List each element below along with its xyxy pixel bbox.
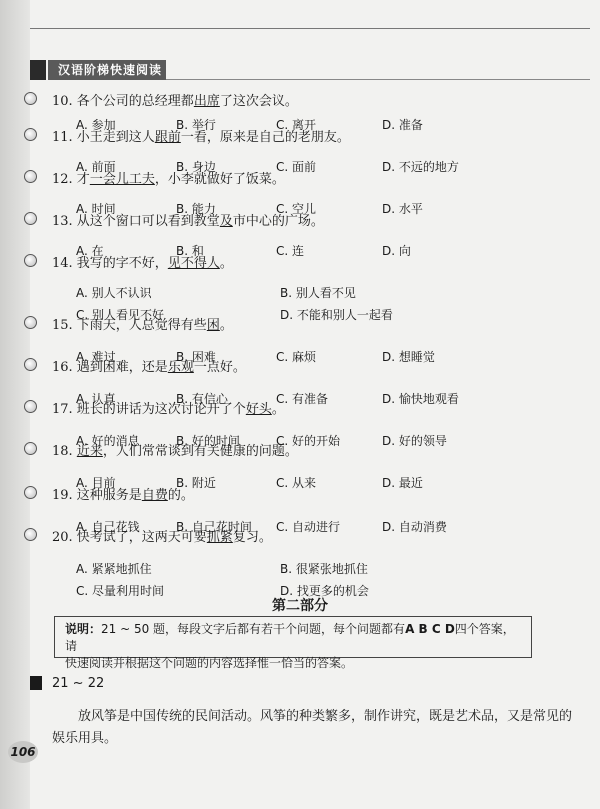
answer-option[interactable]: B. 举行: [176, 118, 216, 132]
stem-text: 18.: [52, 444, 77, 459]
answer-option[interactable]: A. 目前: [76, 476, 116, 490]
instructions-line1-post: 四个答案，请: [65, 622, 515, 653]
binder-hole: [24, 486, 37, 499]
question-stem: [52, 210, 324, 229]
answer-option[interactable]: C. 连: [276, 244, 305, 258]
answer-option[interactable]: B. 有信心: [176, 392, 228, 406]
answer-option[interactable]: B. 附近: [176, 476, 216, 490]
stem-text: 15. 下雨天，人总觉得有些: [52, 318, 207, 333]
binder-hole: [24, 254, 37, 267]
binder-hole: [24, 170, 37, 183]
answer-option[interactable]: A. 时间: [76, 202, 116, 216]
answer-option[interactable]: A. 前面: [76, 160, 116, 174]
question-stem: [52, 126, 350, 145]
answer-option[interactable]: D. 准备: [382, 118, 423, 132]
answer-option[interactable]: D. 向: [382, 244, 411, 258]
binder-hole: [24, 358, 37, 371]
section-title: 第二部分: [272, 598, 328, 614]
binder-hole: [24, 316, 37, 329]
answer-option[interactable]: B. 和: [176, 244, 204, 258]
stem-text: 。: [271, 402, 285, 417]
answer-option[interactable]: D. 不能和别人一起看: [280, 308, 393, 322]
stem-text: 12. 才: [52, 172, 90, 187]
binder-hole: [24, 92, 37, 105]
answer-option[interactable]: D. 好的领导: [382, 434, 447, 448]
answer-option[interactable]: C. 面前: [276, 160, 317, 174]
answer-option[interactable]: A. 难过: [76, 350, 116, 364]
answer-option[interactable]: D. 找更多的机会: [280, 584, 369, 598]
stem-text: 10. 各个公司的总经理都: [52, 94, 194, 109]
stem-underlined-word: 抓紧: [206, 530, 233, 545]
answer-option[interactable]: A. 别人不认识: [76, 286, 152, 300]
answer-option[interactable]: C. 尽量利用时间: [76, 584, 165, 598]
instructions-line2: 快速阅读并根据这个问题的内容选择惟一恰当的答案。: [65, 656, 354, 670]
instructions-label: 说明：: [65, 622, 102, 636]
answer-option[interactable]: A. 好的消息: [76, 434, 140, 448]
stem-text: 复习。: [232, 530, 272, 545]
stem-text: 19. 这种服务是: [52, 488, 142, 503]
answer-option[interactable]: C. 从来: [276, 476, 317, 490]
stem-text: 16. 遇到困难，还是: [52, 360, 168, 375]
instructions-line1-pre: 21 ~ 50 题，每段文字后都有若干个问题，每个问题都有: [101, 622, 406, 636]
question-stem: [52, 526, 272, 545]
stem-text: 13. 从这个窗口可以看到教堂: [52, 214, 220, 229]
answer-option[interactable]: A. 认真: [76, 392, 116, 406]
answer-option[interactable]: C. 自动进行: [276, 520, 341, 534]
stem-underlined-word: 乐观: [167, 360, 194, 375]
question-stem: [52, 168, 285, 187]
page-number: 106: [8, 741, 38, 763]
answer-option[interactable]: C. 麻烦: [276, 350, 317, 364]
binder-hole: [24, 128, 37, 141]
answer-option[interactable]: A. 紧紧地抓住: [76, 562, 152, 576]
header-rule: [166, 79, 590, 80]
question-stem: [52, 356, 246, 375]
answer-option[interactable]: C. 空儿: [276, 202, 317, 216]
binder-hole: [24, 528, 37, 541]
answer-option[interactable]: D. 不远的地方: [382, 160, 459, 174]
stem-text: 11. 小王走到这人: [52, 130, 155, 145]
question-stem: [52, 398, 285, 417]
answer-option[interactable]: D. 想睡觉: [382, 350, 435, 364]
answer-option[interactable]: A. 参加: [76, 118, 116, 132]
binder-hole: [24, 442, 37, 455]
stem-text: 。: [219, 256, 233, 271]
answer-option[interactable]: B. 身边: [176, 160, 216, 174]
running-header: 汉语阶梯快速阅读: [48, 60, 166, 80]
stem-underlined-word: 及: [219, 214, 233, 229]
stem-text: 14. 我写的字不好，: [52, 256, 168, 271]
stem-text: 市中心的广场。: [232, 214, 324, 229]
stem-text: 一点好。: [193, 360, 246, 375]
stem-underlined-word: 见不得人: [167, 256, 220, 271]
stem-underlined-word: 困: [206, 318, 220, 333]
binder-hole: [24, 212, 37, 225]
answer-option[interactable]: C. 有准备: [276, 392, 329, 406]
stem-underlined-word: 出席: [193, 94, 220, 109]
answer-option[interactable]: D. 自动消费: [382, 520, 447, 534]
instructions-options: A B C D: [405, 622, 455, 636]
answer-option[interactable]: A. 自己花钱: [76, 520, 140, 534]
answer-option[interactable]: C. 好的开始: [276, 434, 341, 448]
question-stem: [52, 484, 194, 503]
stem-text: ，小李就做好了饭菜。: [154, 172, 285, 187]
passage-text: 放风筝是中国传统的民间活动。风筝的种类繁多，制作讲究，既是艺术品，又是常见的娱乐用具。: [52, 709, 573, 746]
answer-option[interactable]: D. 水平: [382, 202, 423, 216]
answer-option[interactable]: B. 好的时间: [176, 434, 240, 448]
stem-underlined-word: 自费: [141, 488, 168, 503]
question-stem: [52, 440, 298, 459]
answer-option[interactable]: B. 困难: [176, 350, 216, 364]
stem-underlined-word: 跟前: [154, 130, 181, 145]
question-stem: [52, 90, 298, 109]
stem-text: 了这次会议。: [219, 94, 298, 109]
answer-option[interactable]: C. 离开: [276, 118, 317, 132]
answer-option[interactable]: B. 能力: [176, 202, 216, 216]
binder-hole: [24, 400, 37, 413]
stem-text: 一看，原来是自己的老朋友。: [180, 130, 350, 145]
header-mark: [30, 60, 46, 80]
question-stem: [52, 314, 233, 333]
instructions-box: [54, 616, 532, 670]
top-rule: [30, 28, 590, 29]
answer-option[interactable]: D. 愉快地观看: [382, 392, 459, 406]
answer-option[interactable]: B. 很紧张地抓住: [280, 562, 368, 576]
passage-range: 21 ~ 22: [52, 676, 105, 691]
stem-underlined-word: 好头: [245, 402, 272, 417]
question-stem: [52, 252, 233, 271]
answer-option[interactable]: D. 最近: [382, 476, 423, 490]
stem-text: 。: [219, 318, 233, 333]
stem-text: ，人们常常谈到有关健康的问题。: [102, 444, 298, 459]
passage-marker: [30, 676, 42, 690]
stem-text: 17. 班长的讲话为这次讨论开了个: [52, 402, 246, 417]
answer-option[interactable]: B. 自己花时间: [176, 520, 252, 534]
stem-text: 的。: [167, 488, 194, 503]
stem-underlined-word: 一会儿工夫: [89, 172, 155, 187]
answer-option[interactable]: A. 在: [76, 244, 104, 258]
stem-underlined-word: 近来: [76, 444, 103, 459]
answer-option[interactable]: B. 别人看不见: [280, 286, 356, 300]
answer-option[interactable]: C. 别人看见不好: [76, 308, 165, 322]
stem-text: 20. 快考试了，这两天可要: [52, 530, 207, 545]
